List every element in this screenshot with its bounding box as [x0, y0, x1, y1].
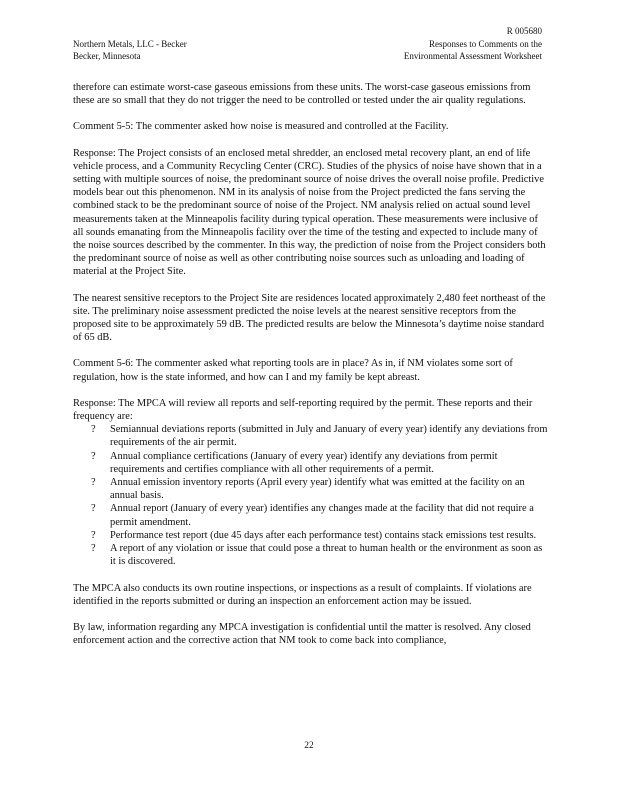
header-right	[404, 38, 542, 62]
receptors-paragraph: The nearest sensitive receptors to the Project Site are residences located approximately 2,480 feet northeast of the site. The preliminary noise assessment predicted the noise levels at the nearest sensitive receptors from the proposed site to be approximately 59 dB. The predicted results are below the Minnesota’s daytime noise standard of 65 dB.	[73, 292, 546, 344]
bullet-glyph: ?	[91, 543, 96, 555]
intro-paragraph: therefore can estimate worst-case gaseous emissions from these units. The worst-case gaseous emissions from these are so small that they do not trigger the need to be controlled or tested under the air quality regulations.	[73, 82, 531, 107]
document-body	[73, 81, 549, 660]
comment-5-6: Comment 5-6: The commenter asked what reporting tools are in place? As in, if NM violates some sort of regulation, how is the state informed, and how can I and my family be kept abreast.	[73, 358, 513, 383]
bullet-glyph: ?	[91, 450, 96, 462]
inspections-paragraph: The MPCA also conducts its own routine inspections, or inspections as a result of complaints. If violations are identified in the reports submitted or during an inspection an enforcement action may be issued.	[73, 582, 532, 607]
list-item: ? Semiannual deviations reports (submitted in July and January of every year) identify any deviations from requirements of the air permit.	[91, 424, 548, 449]
response-5-5: Response: The Project consists of an enclosed metal shredder, an enclosed metal recovery plant, an end of life vehicle process, and a Community Recycling Center (CRC). Studies of the physics of noise have shown that in a setting with multiple sources of noise, the predominant source of noise drives the overall noise profile. Predictive models bear out this phenomenon. NM in its analysis of noise from the Project predicted the fans serving the combined stack to be the predominant source of noise of the Project. NM analysis relied on actual sound level measurements taken at the Minneapolis facility during typical operation. These measurements were inclusive of all sounds emanating from the Minneapolis facility over the time of the testing and expected to include many of the noise sources described by the commenter. In this way, the prediction of noise from the Project considers both the predominant source of noise as well as other contributing noise sources such as unloading and loading of material at the Project Site.	[73, 147, 546, 278]
bullet-glyph: ?	[91, 424, 96, 436]
report-list	[73, 423, 549, 568]
comment-5-5: Comment 5-5: The commenter asked how noise is measured and controlled at the Facility.	[73, 121, 449, 133]
response-5-6-intro: Response: The MPCA will review all reports and self-reporting required by the permit. These reports and their frequency are:	[73, 397, 533, 423]
list-item: ? Annual compliance certifications (January of every year) identify any deviations from permit requirements and certifies compliance with all other requirements of a permit.	[91, 450, 498, 475]
list-item: ? Annual report (January of every year) identifies any changes made at the facility that did not require a permit amendment.	[91, 503, 534, 528]
header-left	[73, 38, 187, 62]
list-item: ? Annual emission inventory reports (April every year) identify what was emitted at the facility on an annual basis.	[91, 477, 525, 502]
law-paragraph: By law, information regarding any MPCA investigation is confidential until the matter is resolved. Any closed enforcement action and the corrective action that NM took to come back into compliance,	[73, 621, 531, 647]
list-item: ? A report of any violation or issue that could pose a threat to human health or the environment as soon as it is discovered.	[91, 543, 543, 568]
header-doc-title-line1: Responses to Comments on the	[429, 39, 542, 49]
page-number: 22	[304, 741, 314, 751]
bullet-glyph: ?	[91, 503, 96, 515]
bullet-glyph: ?	[91, 529, 96, 541]
document-id: R 005680	[506, 26, 542, 36]
bullet-glyph: ?	[91, 477, 96, 489]
header-location: Becker, Minnesota	[73, 51, 141, 61]
header-doc-title-line2: Environmental Assessment Worksheet	[403, 51, 542, 61]
header-company: Northern Metals, LLC - Becker	[73, 39, 187, 49]
list-item: ? Performance test report (due 45 days after each performance test) contains stack emissions test results.	[91, 529, 537, 541]
